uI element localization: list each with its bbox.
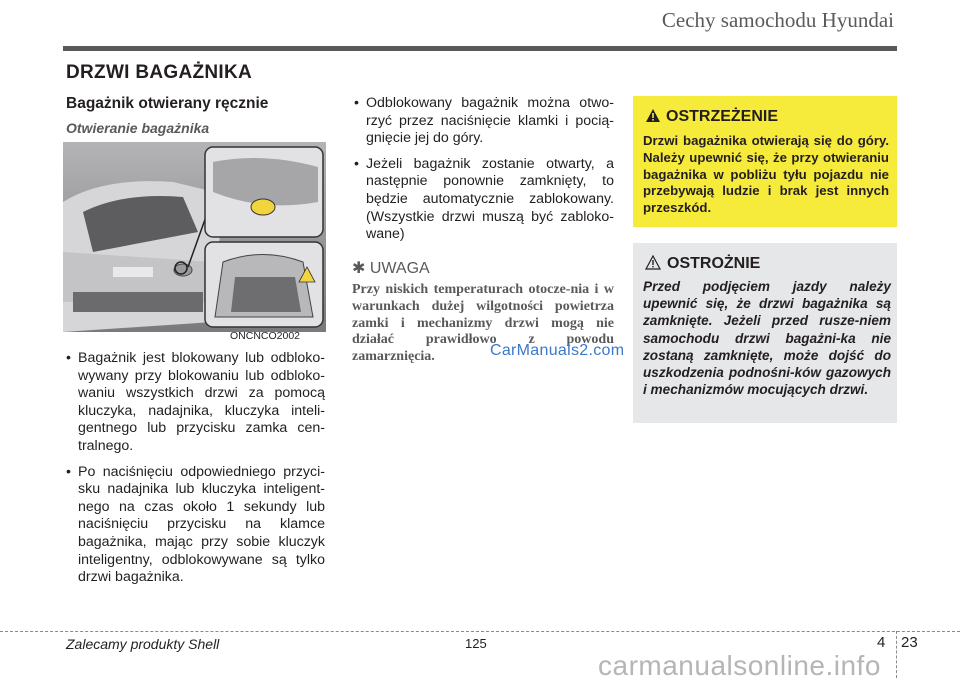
caution-title-label: OSTROŻNIE — [667, 255, 761, 272]
bottom-watermark: carmanualsonline.info — [598, 650, 881, 681]
footer-page-number: 23 — [901, 634, 918, 651]
warning-box — [633, 96, 897, 227]
footer-divider — [896, 631, 897, 678]
section-title: DRZWI BAGAŻNIKA — [66, 62, 253, 83]
warning-triangle-icon — [645, 108, 661, 123]
note-body: Przy niskich temperaturach otocze-nia i w warunkach dużej wilgotności powietrza zamki i mechanizmy drzwi mogą nie działać prawidłowo z powodu zamarznięcia. — [352, 282, 614, 365]
list-item: • Odblokowany bagażnik można otwo-rzyć przez naciśnięcie klamki i pocią-gnięcie jej do góry. — [352, 95, 614, 148]
list-item: • Bagażnik jest blokowany lub odbloko-wywany przy blokowaniu lub odbloko-waniu wszystkich drzwi za pomocą kluczyka, nadajnika, kluczyka inteli-gentnego lub przycisku zamka cen-tralnego. — [64, 350, 325, 456]
footer-left-text: Zalecamy produkty Shell — [66, 636, 220, 652]
caution-box — [633, 243, 897, 423]
caution-triangle-icon — [645, 255, 661, 270]
note-title — [352, 258, 430, 278]
column-2-bullets — [352, 95, 614, 252]
asterisk-icon: ✱ — [352, 260, 366, 277]
caution-title — [645, 255, 760, 273]
trunk-illustration — [63, 142, 326, 332]
footer-rule — [0, 631, 960, 632]
footer-page-number-center: 125 — [465, 636, 487, 651]
footer-chapter-number: 4 — [877, 634, 886, 651]
caution-body: Przed podjęciem jazdy należy upewnić się, że drzwi bagażnika są zamknięte. Jeżeli przed rusze-niem samochodu drzwi bagażni-ka nie zostaną zamknięte, może dojść do uszkodzenia podnośni-ków gazowych i mechanizmów mocujących drzwi. — [643, 279, 891, 398]
warning-body: Drzwi bagażnika otwierają się do góry. Należy upewnić się, że przy otwieraniu bagażnika w pobliżu tyłu pojazdu nie przebywają ludzie i brak jest innych przeszkód. — [643, 133, 889, 216]
list-item: • Po naciśnięciu odpowiedniego przyci-sku nadajnika lub kluczyka inteligent-nego na czas około 1 sekundy lub naciśnięciu przycisku na klamce bagażnika, mając przy sobie kluczyk inteligentny, odblokowywane są tylko drzwi bagażnika. — [64, 464, 325, 587]
header-title: Cechy samochodu Hyundai — [661, 8, 894, 32]
list-item: • Jeżeli bagażnik zostanie otwarty, a następnie ponownie zamknięty, to będzie automatycznie zablokowany. (Wszystkie drzwi muszą być zabloko-wane) — [352, 156, 614, 244]
warning-title-label: OSTRZEŻENIE — [666, 108, 779, 125]
column-1-bullets — [64, 350, 325, 595]
subheading: Bagażnik otwierany ręcznie — [66, 95, 269, 112]
subheading-italic: Otwieranie bagażnika — [66, 120, 210, 136]
watermark: CarManuals2.com — [490, 342, 625, 359]
warning-title — [645, 108, 778, 126]
car-rear-drawing — [63, 142, 326, 332]
figure-code: ONCNCO2002 — [230, 330, 301, 342]
note-title-label: UWAGA — [369, 260, 430, 277]
header-rule — [63, 46, 897, 51]
